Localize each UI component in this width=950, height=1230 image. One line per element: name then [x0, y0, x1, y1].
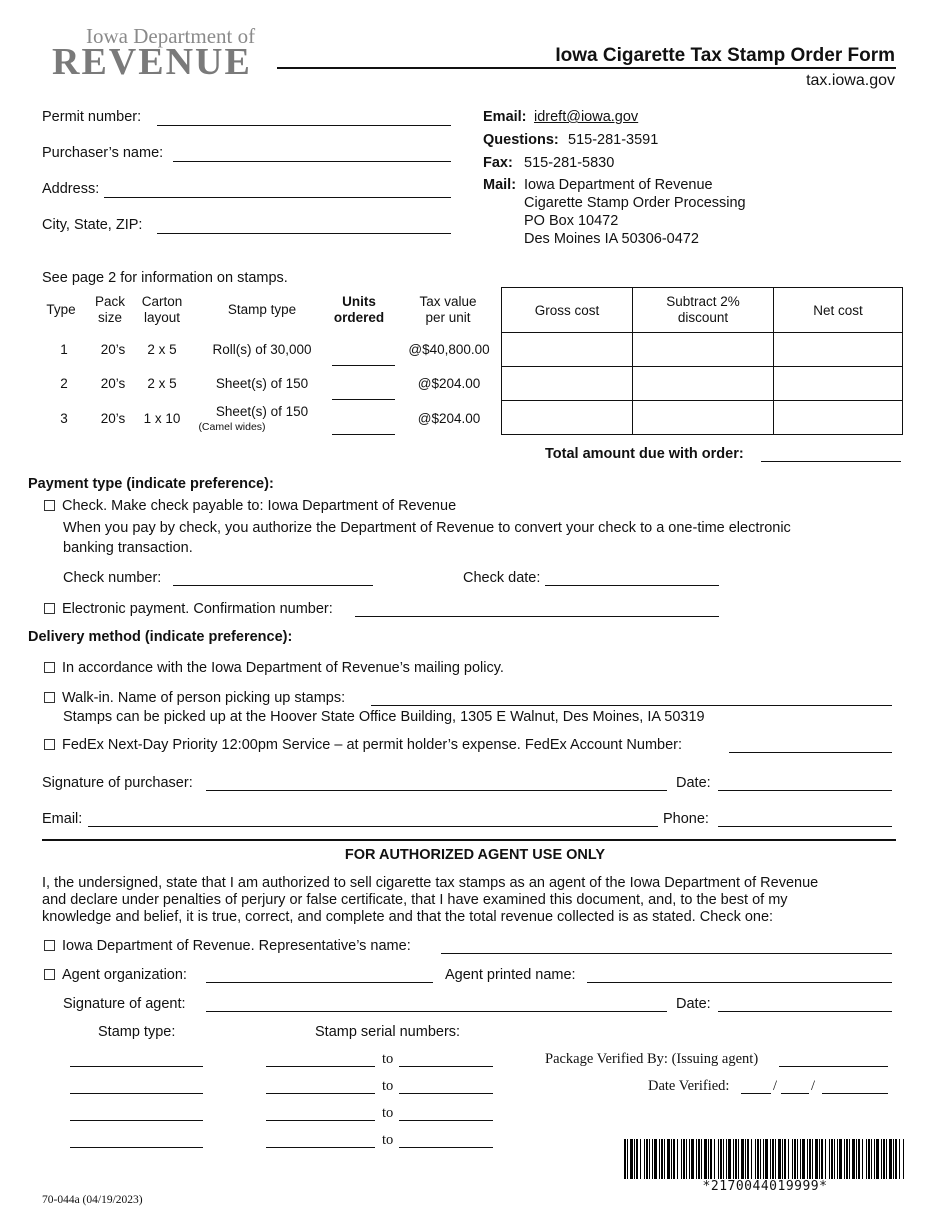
barcode-bar	[871, 1139, 872, 1179]
barcode-bar	[821, 1139, 823, 1179]
serial-to-label: to	[382, 1051, 394, 1067]
barcode-bar	[770, 1139, 771, 1179]
date-verified-day[interactable]	[781, 1093, 809, 1094]
row-tax: @$204.00	[417, 376, 481, 391]
barcode-bar	[710, 1139, 712, 1179]
mail-checkbox[interactable]	[44, 662, 55, 673]
cost-table	[501, 287, 903, 435]
city-field[interactable]	[157, 233, 451, 234]
contact-email-link[interactable]: idreft@iowa.gov	[534, 109, 639, 125]
barcode-bar	[689, 1139, 690, 1179]
barcode-bar	[696, 1139, 697, 1179]
barcode-bar	[849, 1139, 850, 1179]
mail-line: PO Box 10472	[524, 213, 619, 229]
gross-cost-cell[interactable]	[502, 333, 633, 367]
barcode-bar	[720, 1139, 722, 1179]
mail-label: Mail:	[483, 177, 517, 193]
col-header-carton	[136, 294, 188, 326]
barcode-bar	[751, 1139, 752, 1179]
mail-line: Iowa Department of Revenue	[524, 177, 713, 193]
barcode-bar	[644, 1139, 645, 1179]
barcode-bar	[812, 1139, 813, 1179]
agent-statement: I, the undersigned, state that I am authorized to sell cigarette tax stamps as an agent of the Iowa Department of Revenue	[42, 875, 819, 891]
walkin-option	[44, 690, 345, 706]
barcode-bar	[889, 1139, 892, 1179]
gross-cost-header	[502, 288, 633, 333]
agent-signature-field[interactable]	[206, 1011, 667, 1012]
units-input[interactable]	[332, 365, 395, 366]
barcode-bar	[868, 1139, 870, 1179]
barcode-bar	[874, 1139, 875, 1179]
barcode-bar	[809, 1139, 811, 1179]
barcode-bar	[646, 1139, 648, 1179]
purchaser-signature-label: Signature of purchaser:	[42, 775, 193, 791]
gross-cost-cell[interactable]	[502, 367, 633, 401]
barcode-bar	[775, 1139, 776, 1179]
walkin-note: Stamps can be picked up at the Hoover State Office Building, 1305 E Walnut, Des Moines, IA 50319	[63, 709, 705, 725]
header-text: Tax value	[419, 294, 477, 309]
verified-by-field[interactable]	[779, 1066, 888, 1067]
fedex-option-label: FedEx Next-Day Priority 12:00pm Service – at permit holder’s expense. FedEx Account Number:	[62, 737, 683, 753]
barcode-bar	[728, 1139, 731, 1179]
serial-to-label: to	[382, 1105, 394, 1121]
date-separator: /	[811, 1078, 816, 1094]
barcode-bar	[837, 1139, 838, 1179]
barcode-bar	[691, 1139, 694, 1179]
barcode-bar	[763, 1139, 764, 1179]
purchaser-email-label: Email:	[42, 811, 83, 827]
agent-date-field[interactable]	[718, 1011, 892, 1012]
barcode-bar	[886, 1139, 887, 1179]
barcode-bar	[714, 1139, 715, 1179]
barcode-bar	[636, 1139, 638, 1179]
address-label: Address:	[42, 181, 100, 197]
mail-option-label: In accordance with the Iowa Department of Revenue’s mailing policy.	[62, 660, 504, 676]
barcode-bar	[784, 1139, 786, 1179]
electronic-checkbox[interactable]	[44, 603, 55, 614]
walkin-option-label: Walk-in. Name of person picking up stamps:	[62, 690, 346, 706]
purchaser-signature-field[interactable]	[206, 790, 667, 791]
check-option-label: Check. Make check payable to: Iowa Department of Revenue	[62, 498, 457, 514]
barcode-bar	[704, 1139, 707, 1179]
barcode-bar	[701, 1139, 702, 1179]
permit-label: Permit number:	[42, 109, 142, 125]
row-stamp: Roll(s) of 30,000	[212, 342, 312, 357]
check-date-label: Check date:	[463, 570, 541, 586]
form-title: Iowa Cigarette Tax Stamp Order Form	[555, 45, 895, 66]
total-due-label: Total amount due with order:	[545, 446, 744, 462]
idr-checkbox[interactable]	[44, 940, 55, 951]
col-header-type	[42, 302, 80, 318]
city-label: City, State, ZIP:	[42, 217, 143, 233]
barcode-bar	[664, 1139, 665, 1179]
barcode-bar	[654, 1139, 657, 1179]
serial-to-field[interactable]	[399, 1093, 493, 1094]
barcode	[624, 1139, 906, 1179]
confirmation-number-field[interactable]	[355, 616, 719, 617]
header-text: Type	[46, 302, 76, 317]
barcode-bar	[881, 1139, 882, 1179]
barcode-bar	[819, 1139, 820, 1179]
delivery-heading: Delivery method (indicate preference):	[28, 629, 293, 645]
questions-phone: 515-281-3591	[568, 132, 659, 148]
barcode-bar	[652, 1139, 653, 1179]
purchaser-phone-label: Phone:	[663, 811, 709, 827]
logo-revenue-text: REVENUE	[52, 41, 252, 83]
barcode-bar	[893, 1139, 894, 1179]
net-cost-header	[774, 288, 903, 333]
purchaser-date-field[interactable]	[718, 790, 892, 791]
net-cost-cell[interactable]	[774, 333, 903, 367]
header-text: Pack	[94, 294, 125, 309]
barcode-bar	[681, 1139, 682, 1179]
barcode-bar	[903, 1139, 904, 1179]
check-number-field[interactable]	[173, 585, 373, 586]
agent-statement: knowledge and belief, it is true, correct, and complete and that the total revenue collected is as stated. Check one:	[42, 909, 774, 925]
barcode-bar	[895, 1139, 897, 1179]
electronic-option	[44, 601, 333, 617]
barcode-bar	[856, 1139, 857, 1179]
header-text: Units	[342, 294, 376, 309]
barcode-bar	[772, 1139, 774, 1179]
agent-heading: FOR AUTHORIZED AGENT USE ONLY	[344, 847, 606, 863]
barcode-bar	[745, 1139, 746, 1179]
barcode-bar	[829, 1139, 830, 1179]
header-text: Carton	[141, 294, 183, 309]
permit-field[interactable]	[157, 125, 451, 126]
barcode-bar	[718, 1139, 719, 1179]
agent-date-label: Date:	[676, 996, 711, 1012]
idr-option	[44, 938, 411, 954]
stamp-type-label: Stamp type:	[98, 1024, 176, 1040]
row-tax: @$40,800.00	[408, 342, 490, 357]
payment-heading: Payment type (indicate preference):	[28, 476, 274, 492]
row-carton: 2 x 5	[147, 342, 177, 357]
agent-org-option	[44, 967, 187, 983]
serial-from-field[interactable]	[266, 1147, 375, 1148]
purchaser-phone-field[interactable]	[718, 826, 892, 827]
barcode-bar	[844, 1139, 845, 1179]
barcode-bar	[723, 1139, 724, 1179]
purchaser-name-label: Purchaser’s name:	[42, 145, 164, 161]
barcode-bar	[866, 1139, 867, 1179]
barcode-bar	[747, 1139, 749, 1179]
barcode-bar	[834, 1139, 835, 1179]
serial-to-label: to	[382, 1132, 394, 1148]
barcode-bar	[825, 1139, 826, 1179]
barcode-bar	[735, 1139, 737, 1179]
date-verified-month[interactable]	[741, 1093, 771, 1094]
form-number: 70-044a (04/19/2023)	[42, 1194, 143, 1206]
representative-name-field[interactable]	[441, 953, 892, 954]
row-pack: 20’s	[100, 376, 126, 391]
serial-numbers-label: Stamp serial numbers:	[315, 1024, 461, 1040]
serial-from-field[interactable]	[266, 1093, 375, 1094]
logo-department-text: Iowa Department of	[86, 24, 256, 48]
barcode-bar	[765, 1139, 768, 1179]
row-carton: 2 x 5	[147, 376, 177, 391]
barcode-bar	[738, 1139, 739, 1179]
date-separator: /	[773, 1078, 778, 1094]
agent-org-field[interactable]	[206, 982, 433, 983]
header-text: size	[97, 310, 122, 325]
mail-line: Cigarette Stamp Order Processing	[524, 195, 746, 211]
discount-cell[interactable]	[633, 367, 774, 401]
row-type: 2	[60, 376, 68, 391]
barcode-bar	[802, 1139, 805, 1179]
header-text: discount	[677, 310, 729, 325]
barcode-bar	[831, 1139, 833, 1179]
barcode-bar	[686, 1139, 687, 1179]
agent-org-label: Agent organization:	[62, 967, 187, 983]
stamp-type-field[interactable]	[70, 1093, 203, 1094]
discount-cell[interactable]	[633, 333, 774, 367]
barcode-bar	[673, 1139, 675, 1179]
serial-to-field[interactable]	[399, 1066, 493, 1067]
barcode-bar	[782, 1139, 783, 1179]
row-stamp: Sheet(s) of 150	[215, 404, 309, 419]
mail-option	[44, 660, 504, 676]
col-header-pack	[88, 294, 132, 326]
barcode-bar	[634, 1139, 635, 1179]
header-text: Gross cost	[534, 302, 600, 318]
barcode-bar	[794, 1139, 796, 1179]
fedex-option	[44, 737, 682, 753]
row-pack: 20’s	[100, 411, 126, 426]
questions-label: Questions:	[483, 132, 559, 148]
barcode-bar	[667, 1139, 670, 1179]
row-type: 3	[60, 411, 68, 426]
barcode-bar	[726, 1139, 727, 1179]
row-stamp-note: (Camel wides)	[198, 421, 266, 433]
header-text: per unit	[425, 310, 471, 325]
fedex-checkbox[interactable]	[44, 739, 55, 750]
row-carton: 1 x 10	[143, 411, 181, 426]
row-stamp: Sheet(s) of 150	[215, 376, 309, 391]
purchaser-name-field[interactable]	[173, 161, 451, 162]
barcode-bar	[677, 1139, 678, 1179]
check-date-field[interactable]	[545, 585, 719, 586]
discount-header	[633, 288, 774, 333]
fax-number: 515-281-5830	[524, 155, 615, 171]
barcode-bar	[862, 1139, 863, 1179]
barcode-bar	[630, 1139, 633, 1179]
col-header-stamp	[192, 302, 332, 318]
agent-signature-label: Signature of agent:	[63, 996, 186, 1012]
stamp-type-field[interactable]	[70, 1147, 203, 1148]
serial-to-field[interactable]	[399, 1147, 493, 1148]
barcode-text: *2170044019999*	[702, 1179, 828, 1194]
barcode-bar	[741, 1139, 744, 1179]
col-header-tax	[404, 294, 492, 326]
agent-section-rule	[42, 839, 896, 841]
agent-org-checkbox[interactable]	[44, 969, 55, 980]
barcode-bar	[876, 1139, 879, 1179]
units-input[interactable]	[332, 434, 395, 435]
serial-to-field[interactable]	[399, 1120, 493, 1121]
barcode-bar	[899, 1139, 900, 1179]
check-number-label: Check number:	[63, 570, 162, 586]
stamp-info-note: See page 2 for information on stamps.	[42, 270, 288, 286]
row-tax: @$204.00	[417, 411, 481, 426]
agent-printed-name-label: Agent printed name:	[445, 967, 576, 983]
row-pack: 20’s	[100, 342, 126, 357]
barcode-bar	[788, 1139, 789, 1179]
net-cost-cell[interactable]	[774, 367, 903, 401]
net-cost-cell[interactable]	[774, 401, 903, 435]
barcode-bar	[778, 1139, 781, 1179]
header-text: Subtract 2%	[666, 294, 740, 309]
verified-by-label: Package Verified By: (Issuing agent)	[545, 1051, 759, 1067]
header-text: ordered	[333, 310, 385, 325]
barcode-bar	[760, 1139, 761, 1179]
email-label: Email:	[483, 109, 527, 125]
header-text: Stamp type	[227, 302, 297, 317]
check-note: banking transaction.	[63, 540, 193, 556]
fax-label: Fax:	[483, 155, 513, 171]
date-verified-year[interactable]	[822, 1093, 888, 1094]
col-header-units	[328, 294, 390, 326]
barcode-bar	[755, 1139, 756, 1179]
barcode-bar	[640, 1139, 641, 1179]
barcode-bar	[858, 1139, 860, 1179]
barcode-bar	[683, 1139, 685, 1179]
idr-option-label: Iowa Department of Revenue. Representative’s name:	[62, 938, 411, 954]
check-option	[44, 498, 456, 514]
date-verified-label: Date Verified:	[648, 1078, 730, 1094]
row-type: 1	[60, 342, 68, 357]
check-note: When you pay by check, you authorize the Department of Revenue to convert your check to a one-time electronic	[63, 520, 791, 536]
units-input[interactable]	[332, 399, 395, 400]
electronic-option-label: Electronic payment. Confirmation number:	[62, 601, 333, 617]
check-checkbox[interactable]	[44, 500, 55, 511]
serial-to-label: to	[382, 1078, 394, 1094]
barcode-bar	[671, 1139, 672, 1179]
stamp-type-field[interactable]	[70, 1120, 203, 1121]
barcode-bar	[624, 1139, 626, 1179]
purchaser-date-label: Date:	[676, 775, 711, 791]
agent-statement: and declare under penalties of perjury or false certificate, that I have examined this document, and, to the best of my	[42, 892, 788, 908]
barcode-bar	[733, 1139, 734, 1179]
barcode-bar	[659, 1139, 660, 1179]
header-text: layout	[143, 310, 181, 325]
website: tax.iowa.gov	[806, 72, 895, 89]
fedex-account-field[interactable]	[729, 752, 892, 753]
stamp-type-field[interactable]	[70, 1066, 203, 1067]
purchaser-email-field[interactable]	[88, 826, 658, 827]
barcode-bar	[852, 1139, 855, 1179]
header-rule	[277, 67, 896, 69]
barcode-bar	[708, 1139, 709, 1179]
barcode-bar	[627, 1139, 628, 1179]
header-text: Net cost	[813, 302, 863, 318]
barcode-bar	[792, 1139, 793, 1179]
barcode-bar	[757, 1139, 759, 1179]
barcode-bar	[807, 1139, 808, 1179]
gross-cost-cell[interactable]	[502, 401, 633, 435]
total-due-field[interactable]	[761, 461, 901, 462]
barcode-bar	[839, 1139, 842, 1179]
barcode-bar	[883, 1139, 885, 1179]
serial-from-field[interactable]	[266, 1066, 375, 1067]
barcode-bar	[846, 1139, 848, 1179]
serial-from-field[interactable]	[266, 1120, 375, 1121]
barcode-bar	[815, 1139, 818, 1179]
barcode-bar	[661, 1139, 663, 1179]
walkin-name-field[interactable]	[371, 705, 892, 706]
barcode-bar	[797, 1139, 798, 1179]
barcode-bar	[698, 1139, 700, 1179]
walkin-checkbox[interactable]	[44, 692, 55, 703]
barcode-bar	[800, 1139, 801, 1179]
discount-cell[interactable]	[633, 401, 774, 435]
agent-printed-name-field[interactable]	[587, 982, 892, 983]
address-field[interactable]	[104, 197, 451, 198]
mail-line: Des Moines IA 50306-0472	[524, 231, 699, 247]
barcode-bar	[649, 1139, 650, 1179]
